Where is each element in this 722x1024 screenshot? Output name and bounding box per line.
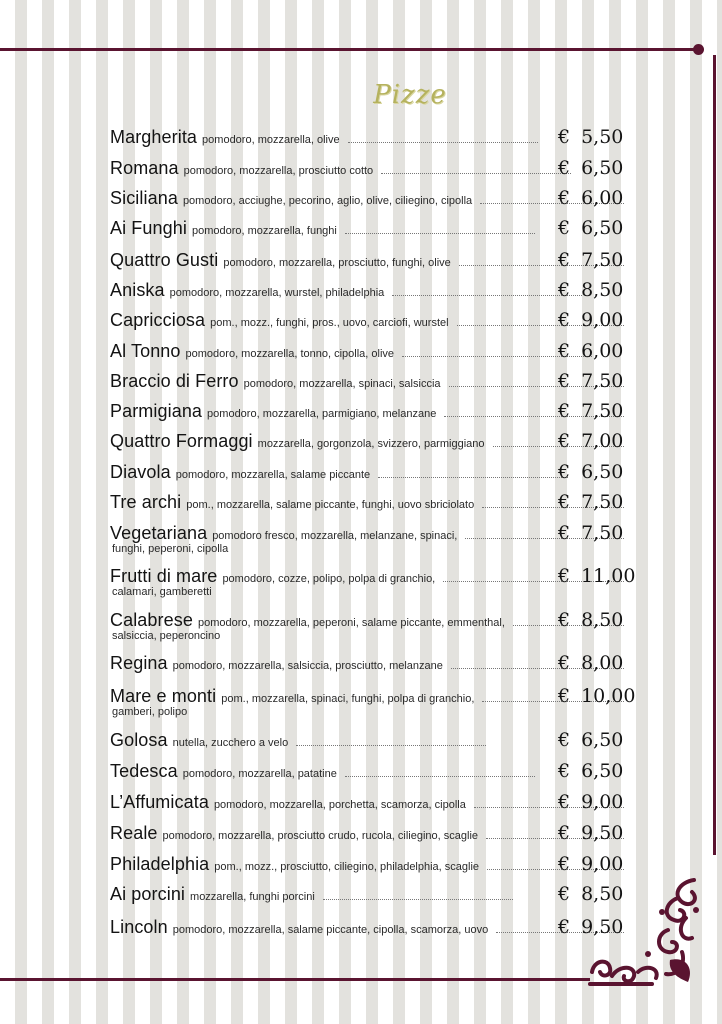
item-ingredients: nutella, zucchero a velo	[172, 737, 289, 749]
item-price	[558, 126, 628, 148]
flourish-ornament-icon	[582, 872, 704, 992]
item-price	[558, 157, 628, 179]
menu-item	[110, 401, 630, 422]
price-value: 7,50	[581, 522, 624, 544]
price-value: 7,50	[581, 370, 624, 392]
price-value: 6,50	[581, 760, 624, 782]
menu-item	[110, 218, 630, 239]
item-name: Margherita	[110, 127, 198, 147]
item-ingredients: pom., mozzarella, spinaci, funghi, polpa di granchio,	[221, 693, 475, 705]
menu-item	[110, 566, 630, 598]
item-name: Quattro Gusti	[110, 250, 219, 270]
item-price	[558, 522, 628, 544]
item-name: Frutti di mare	[110, 566, 218, 586]
dot-leader	[296, 744, 486, 746]
item-name: Braccio di Ferro	[110, 371, 239, 391]
price-value: 9,00	[581, 853, 624, 875]
item-name: Quattro Formaggi	[110, 431, 253, 451]
item-ingredients: pomodoro, mozzarella, peperoni, salame piccante, emmenthal,	[197, 617, 505, 629]
item-name: Regina	[110, 653, 168, 673]
item-name: Siciliana	[110, 188, 178, 208]
currency-symbol: €	[558, 565, 571, 587]
menu-item	[110, 280, 630, 301]
item-ingredients: pomodoro, mozzarella, patatine	[182, 768, 337, 780]
currency-symbol: €	[558, 249, 571, 271]
price-value: 6,50	[581, 729, 624, 751]
item-ingredients: pomodoro, mozzarella, tonno, cipolla, olive	[185, 348, 395, 360]
menu-item	[110, 854, 630, 875]
price-value: 8,50	[581, 883, 624, 905]
item-name: Lincoln	[110, 917, 168, 937]
currency-symbol: €	[558, 126, 571, 148]
item-ingredients: pomodoro, mozzarella, salsiccia, prosciutto, melanzane	[172, 660, 443, 672]
currency-symbol: €	[558, 491, 571, 513]
price-value: 7,50	[581, 491, 624, 513]
item-ingredients: pomodoro, mozzarella, funghi	[191, 225, 337, 237]
item-price	[558, 217, 628, 239]
currency-symbol: €	[558, 279, 571, 301]
price-value: 9,00	[581, 791, 624, 813]
item-ingredients: pomodoro, cozze, polipo, polpa di granchio,	[222, 573, 436, 585]
item-price	[558, 370, 628, 392]
menu-item	[110, 371, 630, 392]
menu-item	[110, 188, 630, 209]
menu-item	[110, 686, 630, 718]
menu-item	[110, 127, 630, 148]
menu-item	[110, 158, 630, 179]
item-ingredients: pomodoro, mozzarella, porchetta, scamorza, cipolla	[213, 799, 466, 811]
menu-item	[110, 250, 630, 271]
menu-item	[110, 653, 630, 674]
price-value: 7,50	[581, 249, 624, 271]
item-name: Capricciosa	[110, 310, 206, 330]
currency-symbol: €	[558, 157, 571, 179]
item-name: Philadelphia	[110, 854, 210, 874]
price-value: 9,50	[581, 822, 624, 844]
currency-symbol: €	[558, 916, 571, 938]
price-value: 9,00	[581, 309, 624, 331]
menu-item	[110, 492, 630, 513]
currency-symbol: €	[558, 883, 571, 905]
item-name: L’Affumicata	[110, 792, 209, 812]
menu-item	[110, 341, 630, 362]
price-value: 5,50	[581, 126, 624, 148]
currency-symbol: €	[558, 791, 571, 813]
item-price	[558, 822, 628, 844]
item-name: Golosa	[110, 730, 168, 750]
item-name: Tedesca	[110, 761, 178, 781]
price-value: 10,00	[581, 685, 636, 707]
item-name: Calabrese	[110, 610, 193, 630]
item-name: Diavola	[110, 462, 171, 482]
item-ingredients: pom., mozz., funghi, pros., uovo, carciofi, wurstel	[210, 317, 449, 329]
section-title: Pizze	[373, 80, 447, 110]
item-price	[558, 760, 628, 782]
item-ingredients: pomodoro, mozzarella, spinaci, salsiccia	[243, 378, 441, 390]
menu-item	[110, 523, 630, 555]
price-value: 11,00	[581, 565, 636, 587]
item-price	[558, 652, 628, 674]
dot-leader	[345, 775, 535, 777]
item-ingredients-continued: gamberi, polipo	[112, 706, 188, 718]
menu-item	[110, 610, 630, 642]
dot-leader	[323, 898, 513, 900]
price-value: 7,50	[581, 400, 624, 422]
dot-leader	[392, 294, 582, 296]
item-price	[558, 461, 628, 483]
item-price	[558, 791, 628, 813]
item-ingredients: pomodoro, mozzarella, prosciutto crudo, rucola, ciliegino, scaglie	[162, 830, 479, 842]
item-ingredients: pomodoro, mozzarella, prosciutto, funghi, olive	[223, 257, 451, 269]
menu-item	[110, 917, 630, 938]
item-ingredients: pom., mozzarella, salame piccante, funghi, uovo sbriciolato	[186, 499, 475, 511]
price-value: 6,50	[581, 217, 624, 239]
item-ingredients: pomodoro, mozzarella, prosciutto cotto	[183, 165, 374, 177]
price-value: 6,50	[581, 157, 624, 179]
currency-symbol: €	[558, 822, 571, 844]
dot-leader	[345, 232, 535, 234]
menu-item	[110, 431, 630, 452]
currency-symbol: €	[558, 340, 571, 362]
menu-item	[110, 462, 630, 483]
price-value: 8,50	[581, 609, 624, 631]
currency-symbol: €	[558, 370, 571, 392]
currency-symbol: €	[558, 522, 571, 544]
item-name: Ai Funghi	[110, 218, 187, 238]
item-ingredients: pomodoro, mozzarella, salame piccante	[175, 469, 371, 481]
item-name: Reale	[110, 823, 158, 843]
price-value: 6,50	[581, 461, 624, 483]
currency-symbol: €	[558, 400, 571, 422]
currency-symbol: €	[558, 609, 571, 631]
item-name: Al Tonno	[110, 341, 181, 361]
item-price	[558, 187, 628, 209]
item-name: Ai porcini	[110, 884, 186, 904]
currency-symbol: €	[558, 729, 571, 751]
item-price	[558, 430, 628, 452]
menu-item	[110, 884, 630, 905]
dot-leader	[378, 476, 568, 478]
menu-item	[110, 761, 630, 782]
price-value: 9,50	[581, 916, 624, 938]
item-ingredients: mozzarella, gorgonzola, svizzero, parmiggiano	[257, 438, 485, 450]
item-ingredients: pomodoro, mozzarella, parmigiano, melanzane	[207, 408, 437, 420]
currency-symbol: €	[558, 685, 571, 707]
price-value: 7,00	[581, 430, 624, 452]
currency-symbol: €	[558, 217, 571, 239]
item-ingredients: pomodoro, mozzarella, wurstel, philadelphia	[169, 287, 385, 299]
price-value: 6,00	[581, 187, 624, 209]
price-value: 6,00	[581, 340, 624, 362]
item-ingredients-continued: calamari, gamberetti	[112, 586, 212, 598]
currency-symbol: €	[558, 187, 571, 209]
currency-symbol: €	[558, 652, 571, 674]
item-price	[558, 400, 628, 422]
currency-symbol: €	[558, 430, 571, 452]
menu-item	[110, 823, 630, 844]
currency-symbol: €	[558, 461, 571, 483]
dot-leader	[381, 172, 571, 174]
currency-symbol: €	[558, 309, 571, 331]
item-price	[558, 609, 628, 631]
item-price	[558, 249, 628, 271]
item-name: Romana	[110, 158, 179, 178]
item-name: Parmigiana	[110, 401, 203, 421]
item-price	[558, 491, 628, 513]
dot-leader	[348, 141, 538, 143]
item-name: Tre archi	[110, 492, 182, 512]
item-name: Mare e monti	[110, 686, 217, 706]
item-ingredients-continued: salsiccia, peperoncino	[112, 630, 221, 642]
item-ingredients: mozzarella, funghi porcini	[190, 891, 315, 903]
item-price	[558, 340, 628, 362]
item-ingredients: pomodoro, mozzarella, salame piccante, cipolla, scamorza, uovo	[172, 924, 489, 936]
item-price	[558, 279, 628, 301]
item-ingredients-continued: funghi, peperoni, cipolla	[112, 543, 229, 555]
item-price	[558, 565, 636, 587]
item-ingredients: pom., mozz., prosciutto, ciliegino, philadelphia, scaglie	[214, 861, 480, 873]
item-price	[558, 729, 628, 751]
currency-symbol: €	[558, 853, 571, 875]
currency-symbol: €	[558, 760, 571, 782]
item-price	[558, 685, 636, 707]
item-ingredients: pomodoro, acciughe, pecorino, aglio, olive, ciliegino, cipolla	[182, 195, 473, 207]
item-name: Aniska	[110, 280, 165, 300]
menu-item	[110, 730, 630, 751]
item-name: Vegetariana	[110, 523, 208, 543]
item-price	[558, 309, 628, 331]
item-ingredients: pomodoro, mozzarella, olive	[202, 134, 340, 146]
menu-item	[110, 792, 630, 813]
item-ingredients: pomodoro fresco, mozzarella, melanzane, spinaci,	[212, 530, 458, 542]
price-value: 8,00	[581, 652, 624, 674]
price-value: 8,50	[581, 279, 624, 301]
menu-item	[110, 310, 630, 331]
